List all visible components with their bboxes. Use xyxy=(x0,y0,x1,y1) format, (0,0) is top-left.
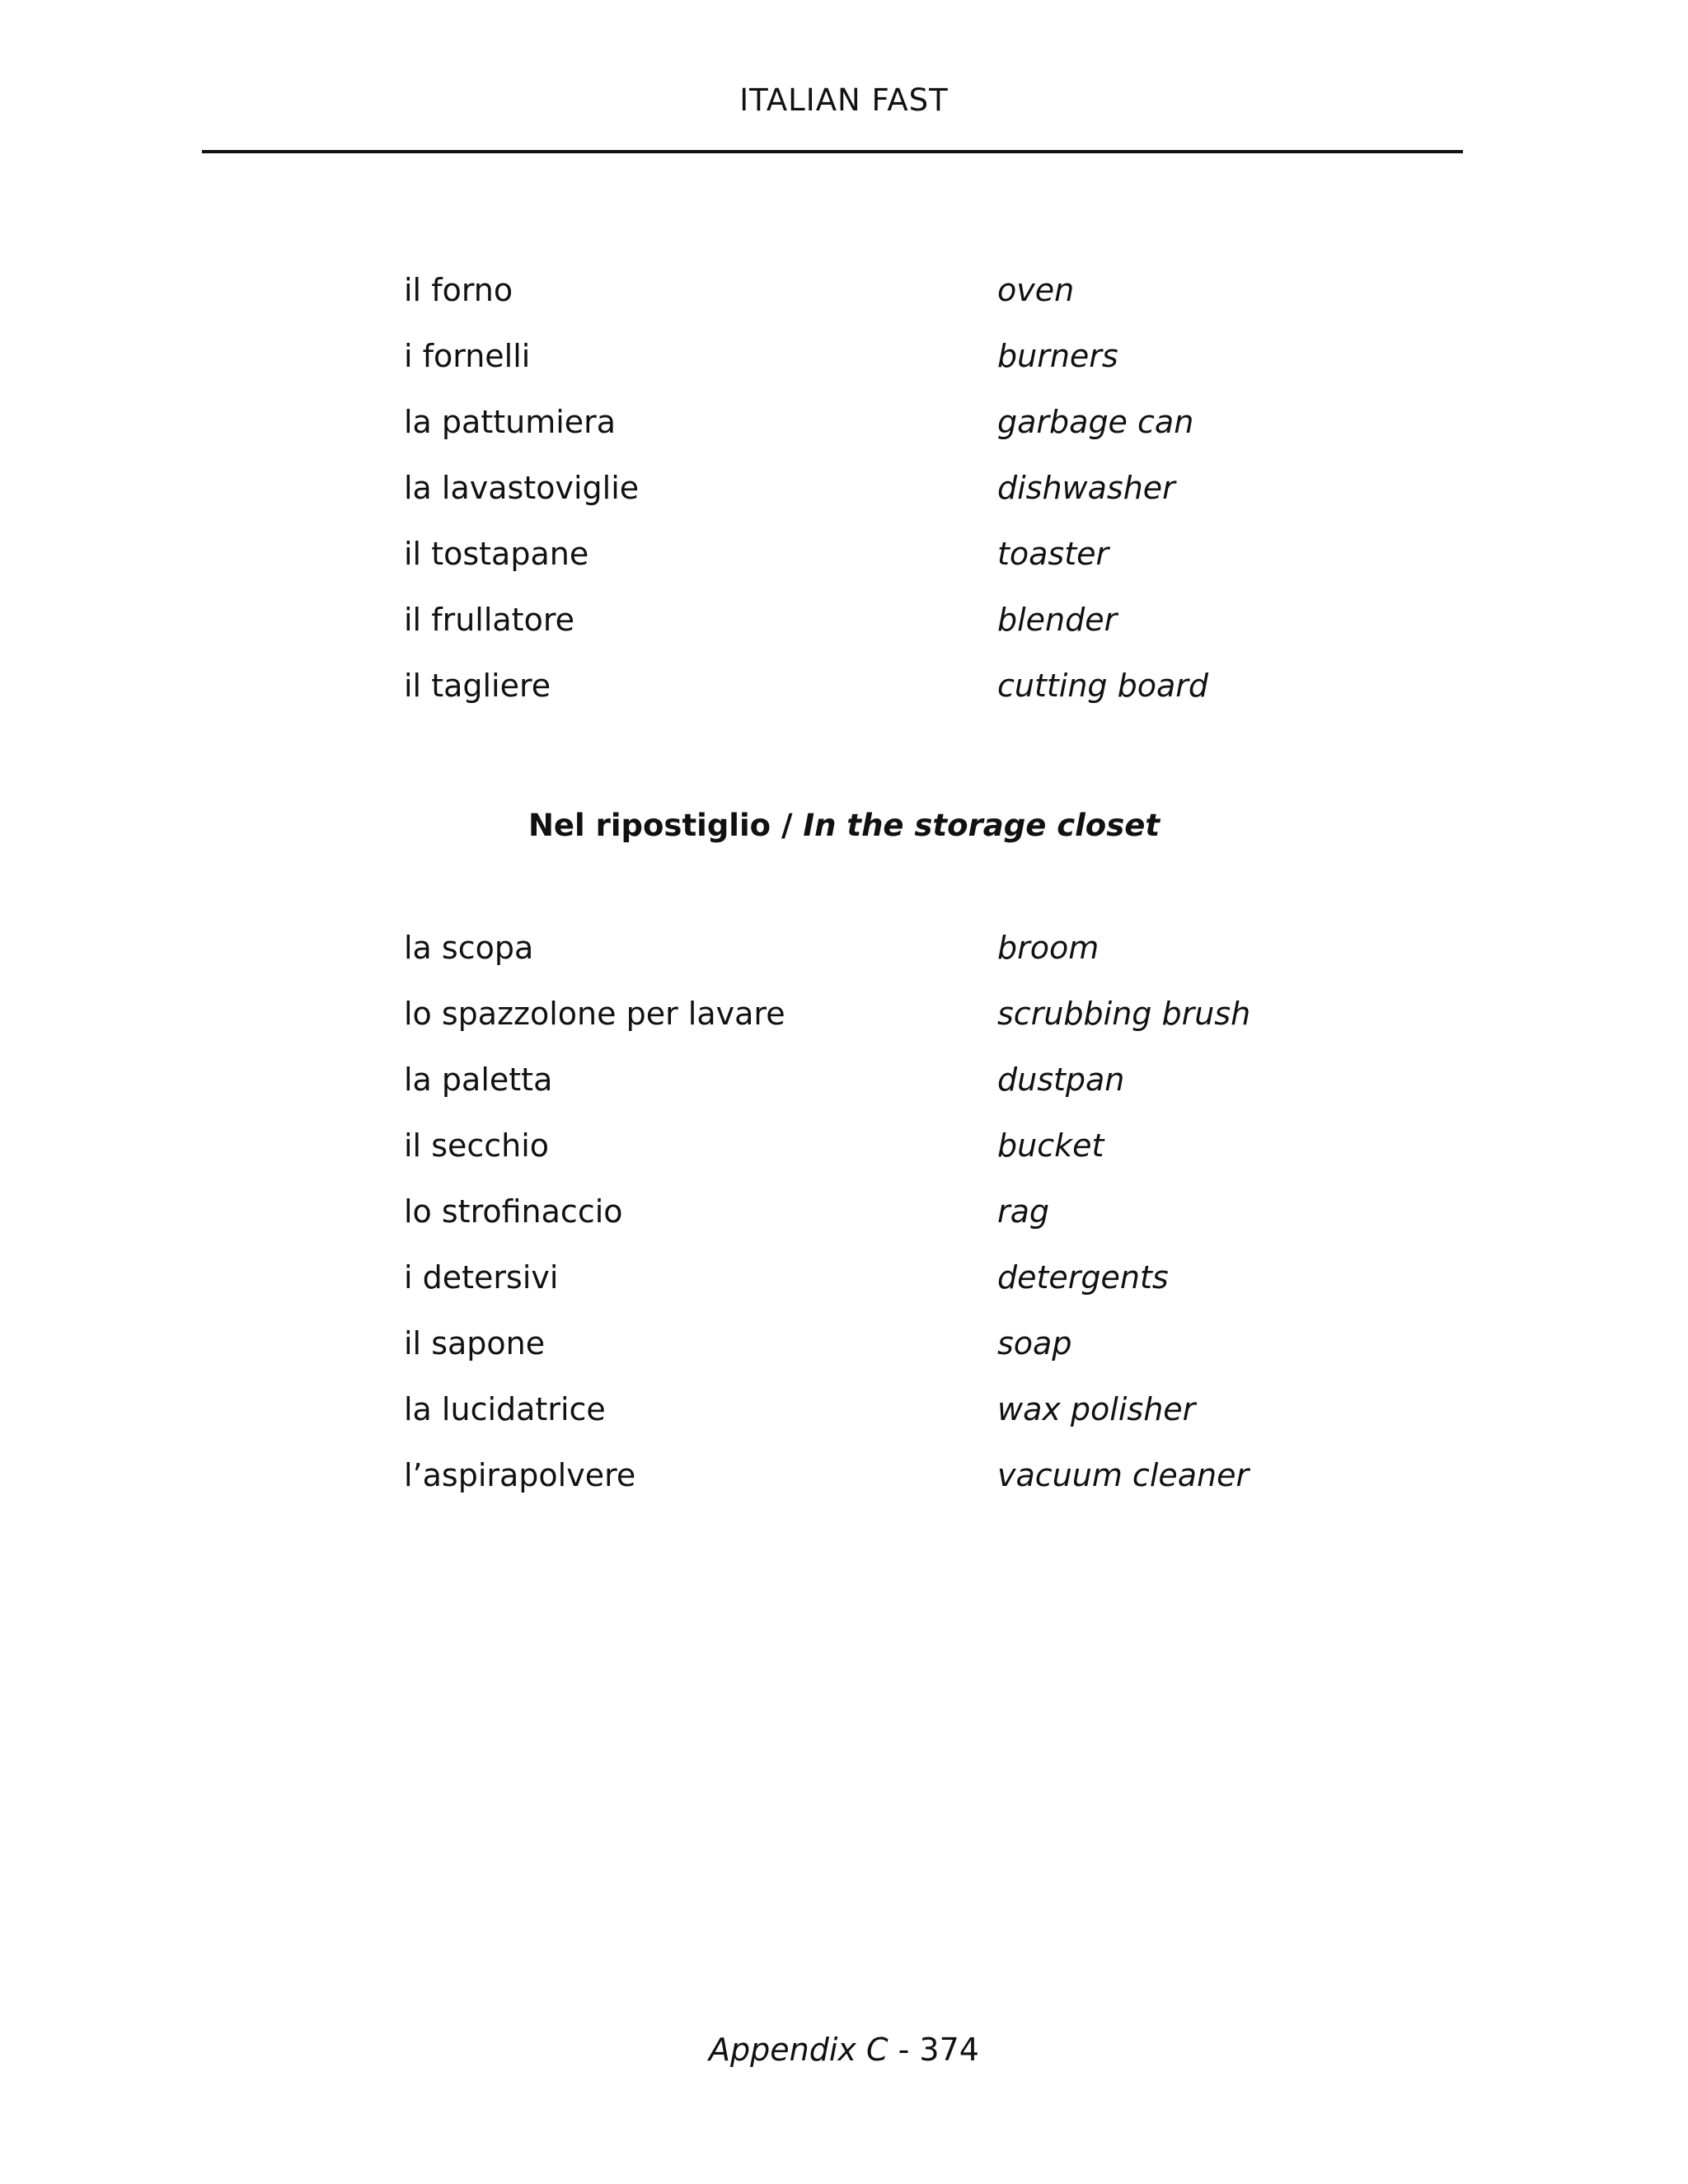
section-heading-italian: Nel ripostiglio xyxy=(528,808,771,843)
vocab-row xyxy=(404,338,1311,404)
footer-separator: - xyxy=(898,2032,910,2068)
header-rule xyxy=(202,150,1463,153)
english-term: soap xyxy=(997,1325,1072,1361)
page-footer xyxy=(0,2032,1688,2068)
english-term: scrubbing brush xyxy=(997,996,1251,1032)
english-term: burners xyxy=(997,338,1118,374)
english-term: dustpan xyxy=(997,1062,1125,1098)
vocab-row xyxy=(404,1259,1311,1325)
vocab-row xyxy=(404,1193,1311,1259)
vocab-row xyxy=(404,404,1311,470)
vocab-row xyxy=(404,1062,1311,1127)
italian-term: i fornelli xyxy=(404,338,531,374)
section-heading-separator: / xyxy=(781,808,793,843)
section-heading-english: In the storage closet xyxy=(803,808,1160,843)
vocab-row xyxy=(404,536,1311,602)
italian-term: la lucidatrice xyxy=(404,1391,606,1427)
italian-term: il tostapane xyxy=(404,536,589,572)
kitchen-vocab-list xyxy=(404,272,1311,733)
english-term: dishwasher xyxy=(997,470,1175,506)
vocab-row xyxy=(404,1127,1311,1193)
english-term: vacuum cleaner xyxy=(997,1457,1250,1493)
italian-term: il sapone xyxy=(404,1325,546,1361)
english-term: garbage can xyxy=(997,404,1194,440)
italian-term: il frullatore xyxy=(404,602,574,638)
section-heading xyxy=(0,808,1688,843)
vocab-row xyxy=(404,1457,1311,1523)
italian-term: lo spazzolone per lavare xyxy=(404,996,785,1032)
english-term: detergents xyxy=(997,1259,1169,1296)
running-head: ITALIAN FAST xyxy=(739,82,949,118)
vocab-row xyxy=(404,272,1311,338)
footer-label: Appendix C xyxy=(709,2032,889,2068)
english-term: rag xyxy=(997,1193,1050,1230)
english-term: blender xyxy=(997,602,1118,638)
english-term: bucket xyxy=(997,1127,1104,1164)
italian-term: i detersivi xyxy=(404,1259,559,1296)
italian-term: la scopa xyxy=(404,930,534,966)
page-number: 374 xyxy=(919,2032,979,2068)
italian-term: la lavastoviglie xyxy=(404,470,640,506)
english-term: toaster xyxy=(997,536,1109,572)
closet-vocab-list xyxy=(404,930,1311,1523)
italian-term: il tagliere xyxy=(404,668,551,704)
vocab-row xyxy=(404,930,1311,996)
italian-term: lo strofinaccio xyxy=(404,1193,623,1230)
italian-term: la pattumiera xyxy=(404,404,617,440)
english-term: cutting board xyxy=(997,668,1209,704)
vocab-row xyxy=(404,602,1311,668)
italian-term: l’aspirapolvere xyxy=(404,1457,636,1493)
english-term: oven xyxy=(997,272,1075,308)
english-term: wax polisher xyxy=(997,1391,1196,1427)
vocab-row xyxy=(404,470,1311,536)
italian-term: il forno xyxy=(404,272,513,308)
vocab-row xyxy=(404,1391,1311,1457)
italian-term: il secchio xyxy=(404,1127,550,1164)
english-term: broom xyxy=(997,930,1100,966)
vocab-row xyxy=(404,1325,1311,1391)
vocab-row xyxy=(404,996,1311,1062)
vocab-row xyxy=(404,668,1311,733)
italian-term: la paletta xyxy=(404,1062,553,1098)
